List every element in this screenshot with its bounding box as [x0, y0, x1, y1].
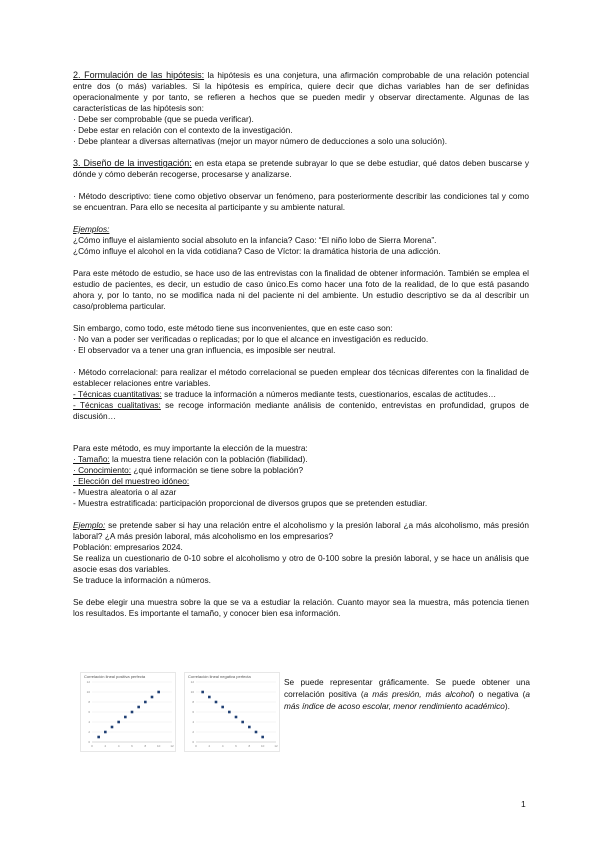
inconveniente-item: · El observador va a tener una gran influencia, es imposible ser neutral.	[73, 345, 336, 355]
section-2-title: 2. Formulación de las hipótesis:	[73, 70, 205, 80]
tamano-text: la muestra tiene relación con la población (fiabilidad).	[109, 454, 308, 464]
tamano-label: · Tamaño:	[73, 454, 110, 464]
muestra-intro: Para este método, es muy importante la elección de la muestra:	[73, 443, 308, 453]
section-3-title: 3. Diseño de la investigación:	[73, 158, 192, 168]
conocimiento-label: · Conocimiento:	[73, 465, 132, 475]
x-tick-label: 8	[248, 744, 251, 748]
tecnicas-cualitativas-text: se recoge información mediante análisis de contenido, entrevistas en profundidad, grupos de discusión…	[73, 400, 529, 421]
ejemplo-item: ¿Cómo influye el aislamiento social absoluto en la infancia? Caso: “El niño lobo de Sierra Morena”.	[73, 235, 437, 245]
y-tick-label: 6	[192, 710, 194, 715]
data-point	[151, 696, 154, 699]
metodo-descriptivo: · Método descriptivo: tiene como objetivo observar un fenómeno, para posteriormente describir las condiciones tal y como se encuentran. Para ello se necesita al participante y su ambiente natural.	[73, 191, 529, 212]
positive-correlation-chart	[80, 672, 176, 752]
x-tick-label: 0	[195, 744, 197, 748]
hypothesis-bullet: · Debe estar en relación con el contexto de la investigación.	[73, 125, 293, 135]
grafica-positive: a más presión, más alcohol	[363, 689, 472, 699]
y-tick-label: 0	[88, 740, 90, 745]
data-point	[228, 711, 231, 714]
x-tick-label: 6	[131, 744, 133, 748]
chart-title: Correlación lineal positiva perfecta	[84, 674, 146, 679]
data-point	[208, 696, 211, 699]
tecnicas-cuantitativas-label: - Técnicas cuantitativas:	[73, 389, 162, 399]
grafica-text-2: ) o negativa (	[471, 689, 526, 699]
eleccion-muestreo-label: · Elección del muestreo idóneo:	[73, 476, 190, 486]
conocimiento-item	[73, 465, 529, 476]
x-tick-label: 2	[104, 744, 107, 748]
cuestionario-text: Se realiza un cuestionario de 0-10 sobre el alcoholismo y otro de 0-100 sobre la presión laboral, y se hace un análisis que asocie esas dos variables.	[73, 553, 529, 574]
conocimiento-text: ¿qué información se tiene sobre la población?	[131, 465, 304, 475]
grafica-text-3: ).	[504, 701, 510, 711]
data-point	[137, 706, 140, 709]
y-tick-label: 10	[190, 690, 194, 695]
negative-correlation-chart	[184, 672, 280, 752]
data-point	[104, 731, 107, 734]
data-point	[117, 721, 120, 724]
section-3-paragraph	[73, 158, 529, 180]
ejemplo-label: Ejemplo:	[73, 520, 106, 530]
x-tick-label: 4	[117, 744, 120, 748]
y-tick-label: 2	[88, 730, 90, 735]
chart-title: Correlación lineal negativa perfecta	[188, 674, 251, 679]
y-tick-label: 10	[86, 690, 90, 695]
y-tick-label: 8	[88, 700, 90, 705]
grafica-text-1: Se puede representar gráficamente. Se puede obtener una correlación positiva (	[284, 677, 530, 699]
metodo-correlacional: · Método correlacional: para realizar el método correlacional se pueden emplear dos técnicas diferentes con la finalidad de establecer relaciones entre variables.	[73, 367, 529, 388]
data-point	[221, 706, 224, 709]
page-number: 1	[521, 799, 526, 809]
x-tick-label: 4	[221, 744, 224, 748]
poblacion-text: Población: empresarios 2024.	[73, 542, 183, 552]
data-point	[111, 726, 114, 729]
section-3-body: en esta etapa se pretende subrayar lo que se debe estudiar, qué datos deben buscarse y dónde y cómo deberán recogerse, procesarse y analizarse.	[73, 158, 530, 179]
x-tick-label: 12	[274, 744, 278, 748]
data-point	[235, 716, 238, 719]
y-tick-label: 4	[192, 720, 194, 725]
elegir-muestra-text: Se debe elegir una muestra sobre la que se va a estudiar la relación. Cuanto mayor sea la muestra, más potencia tienen los resultados. Es importante el tamaño, y conocer bien esa información.	[73, 597, 529, 618]
section-2-paragraph	[73, 70, 529, 114]
tecnicas-cualitativas	[73, 400, 529, 422]
data-point	[255, 731, 258, 734]
x-tick-label: 6	[235, 744, 237, 748]
y-tick-label: 2	[192, 730, 194, 735]
muestra-item: - Muestra estratificada: participación proporcional de diversos grupos que se pretenden estudiar.	[73, 498, 428, 508]
tecnicas-cualitativas-label: - Técnicas cualitativas:	[73, 400, 161, 410]
entrevistas-paragraph: Para este método de estudio, se hace uso de las entrevistas con la finalidad de obtener información. También se emplea el estudio de pacientes, es decir, un estudio de caso único.Es como hacer una foto de la realidad, de lo que está pasando ahora y, por lo tanto, no se modifica nada ni del paciente ni del ambiente. Un estudio descriptivo se da al describir un caso/problema particular.	[73, 268, 529, 311]
data-point	[261, 736, 264, 739]
x-tick-label: 2	[208, 744, 211, 748]
x-tick-label: 10	[260, 744, 265, 748]
ejemplos-label: Ejemplos:	[73, 224, 110, 234]
data-point	[157, 691, 160, 694]
data-point	[144, 701, 147, 704]
traduce-text: Se traduce la información a números.	[73, 575, 211, 585]
data-point	[241, 721, 244, 724]
x-tick-label: 0	[91, 744, 93, 748]
data-point	[215, 701, 218, 704]
tecnicas-cuantitativas-text: se traduce la información a números mediante tests, cuestionarios, escalas de actitudes…	[161, 389, 497, 399]
y-tick-label: 12	[190, 680, 194, 685]
grafica-paragraph	[284, 676, 530, 712]
x-tick-label: 10	[156, 744, 161, 748]
data-point	[124, 716, 127, 719]
section-2-body: la hipótesis es una conjetura, una afirmación comprobable de una relación potencial entre dos (o más) variables. Si la hipótesis es empírica, quiere decir que dichas variables han de ser definidas operacionalmente y por tanto, se refieren a hechos que se pueden medir y observar directamente. Algunas de las características de las hipótesis son:	[73, 70, 530, 113]
document-body	[73, 70, 529, 619]
y-tick-label: 12	[86, 680, 90, 685]
y-tick-label: 6	[88, 710, 90, 715]
data-point	[97, 736, 100, 739]
ejemplo-body: se pretende saber si hay una relación entre el alcoholismo y la presión laboral ¿a más alcoholismo, más presión laboral? ¿A más presión laboral, más alcoholismo en los empresarios?	[73, 520, 529, 541]
data-point	[131, 711, 134, 714]
data-point	[248, 726, 251, 729]
y-tick-label: 8	[192, 700, 194, 705]
ejemplo-item: ¿Cómo influye el alcohol en la vida cotidiana? Caso de Víctor: la dramática historia de una adicción.	[73, 246, 441, 256]
y-tick-label: 4	[88, 720, 90, 725]
tecnicas-cuantitativas	[73, 389, 529, 400]
tamano-item	[73, 454, 529, 465]
data-point	[201, 691, 204, 694]
inconvenientes-intro: Sin embargo, como todo, este método tiene sus inconvenientes, que en este caso son:	[73, 323, 393, 333]
hypothesis-bullet: · Debe ser comprobable (que se pueda verificar).	[73, 114, 254, 124]
x-tick-label: 8	[144, 744, 147, 748]
y-tick-label: 0	[192, 740, 194, 745]
ejemplo-paragraph	[73, 520, 529, 542]
inconveniente-item: · No van a poder ser verificadas o replicadas; por lo que el alcance en investigación es reducido.	[73, 334, 429, 344]
hypothesis-bullet: · Debe plantear a diversas alternativas (mejor un mayor número de deducciones a solo una solución).	[73, 136, 448, 146]
muestra-item: - Muestra aleatoria o al azar	[73, 487, 177, 497]
grafica-negative: a más índice de acoso escolar, menor rendimiento académico	[284, 689, 530, 711]
x-tick-label: 12	[170, 744, 174, 748]
